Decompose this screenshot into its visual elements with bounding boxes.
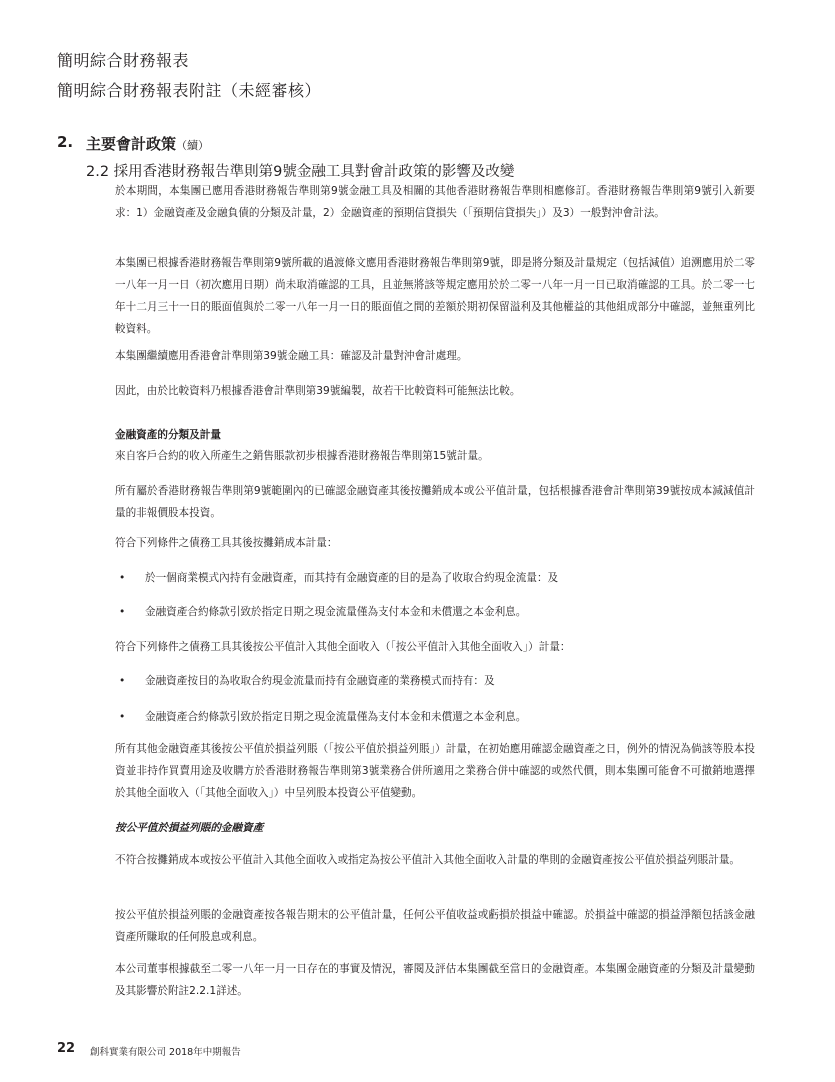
bullet-icon: •	[119, 675, 126, 687]
paragraph: 符合下列條件之債務工具其後按攤銷成本計量：	[115, 537, 338, 549]
paragraph: 於本期間，本集團已應用香港財務報告準則第9號金融工具及相關的其他香港財務報告準則相應修訂。香港財務報告準則第9號引入新要求：1）金融資產及金融負債的分類及計量，2）金融資產的預期信貸損失（「預期信貸損失」）及3）一般對沖會計法。	[115, 185, 755, 219]
paragraph: 按公平值於損益列賬的金融資產按各報告期末的公平值計量，任何公平值收益或虧損於損益中確認。於損益中確認的損益淨額包括該金融資產所賺取的任何股息或利息。	[115, 909, 755, 943]
section-cont: （續）	[176, 139, 210, 152]
bullet-icon: •	[119, 572, 126, 584]
header-line-2: 簡明綜合財務報表附註（未經審核）	[57, 81, 322, 100]
sub-heading: 2.2 採用香港財務報告準則第9號金融工具對會計政策的影響及改變	[86, 164, 515, 180]
list-item: 金融資產按目的為收取合約現金流量而持有金融資產的業務模式而持有：及	[145, 675, 495, 687]
paragraph: 所有其他金融資產其後按公平值於損益列賬（「按公平值於損益列賬」）計量，在初始應用確認金融資產之日，例外的情況為倘該等股本投資並非持作買賣用途及收購方於香港財務報告準則第3號業務合併所適用之業務合併中確認的或然代價，則本集團可能會不可撤銷地選擇於其他全面收入（「其他全面收入」）中呈列股本投資公平值變動。	[115, 743, 755, 799]
list-item: 金融資產合約條款引致於指定日期之現金流量僅為支付本金和未償還之本金利息。	[145, 606, 527, 618]
paragraph: 來自客戶合約的收入所產生之銷售賬款初步根據香港財務報告準則第15號計量。	[115, 450, 489, 462]
paragraph: 因此，由於比較資料乃根據香港會計準則第39號編製，故若干比較資料可能無法比較。	[115, 385, 521, 397]
paragraph: 不符合按攤銷成本或按公平值計入其他全面收入或指定為按公平值計入其他全面收入計量的準則的金融資產按公平值於損益列賬計量。	[115, 854, 741, 866]
paragraph: 符合下列條件之債務工具其後按公平值計入其他全面收入（「按公平值計入其他全面收入」）計量：	[115, 641, 571, 653]
page-number: 22	[57, 1041, 76, 1056]
list-item: 於一個商業模式內持有金融資產，而其持有金融資產的目的是為了收取合約現金流量：及	[145, 572, 559, 584]
paragraph: 所有屬於香港財務報告準則第9號範圍內的已確認金融資產其後按攤銷成本或公平值計量，包括根據香港會計準則第39號按成本減減值計量的非報價股本投資。	[115, 485, 755, 519]
bullet-icon: •	[119, 606, 126, 618]
section-number: 2.	[57, 133, 74, 151]
footer-text: 創科實業有限公司 2018年中期報告	[90, 1047, 241, 1058]
section-title: 主要會計政策（續）	[86, 135, 210, 153]
bullet-icon: •	[119, 711, 126, 723]
header-line-1: 簡明綜合財務報表	[57, 51, 190, 70]
subsection-heading: 金融資產的分類及計量	[115, 429, 221, 441]
list-item: 金融資產合約條款引致於指定日期之現金流量僅為支付本金和未償還之本金利息。	[145, 711, 527, 723]
subsection-heading: 按公平值於損益列賬的金融資產	[115, 822, 264, 834]
paragraph: 本集團已根據香港財務報告準則第9號所載的過渡條文應用香港財務報告準則第9號，即是將分類及計量規定（包括減值）追溯應用於二零一八年一月一日（初次應用日期）尚未取消確認的工具，且並無將該等規定應用於於二零一八年一月一日已取消確認的工具。於二零一七年十二月三十一日的賬面值與於二零一八年一月一日的賬面值之間的差額於期初保留溢利及其他權益的其他組成部分中確認，並無重列比較資料。	[115, 257, 755, 335]
paragraph: 本集團繼續應用香港會計準則第39號金融工具：確認及計量對沖會計處理。	[115, 350, 468, 362]
paragraph: 本公司董事根據截至二零一八年一月一日存在的事實及情況，審閱及評估本集團截至當日的金融資產。本集團金融資產的分類及計量變動及其影響於附註2.2.1詳述。	[115, 963, 755, 997]
